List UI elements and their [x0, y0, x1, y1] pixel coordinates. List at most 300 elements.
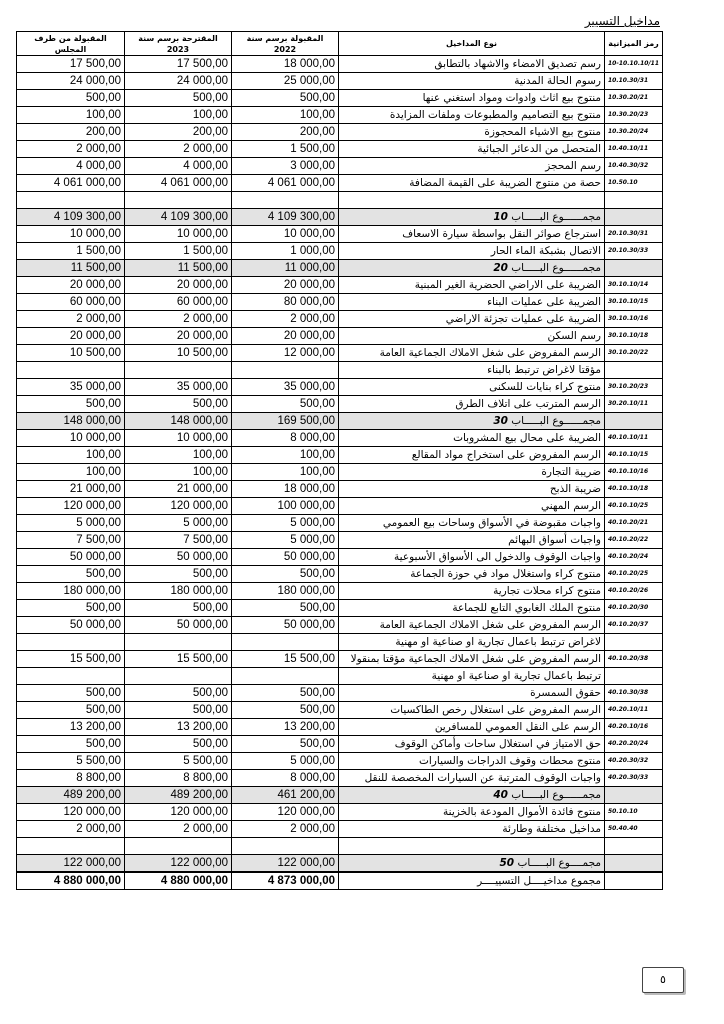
chapter-number: 10 — [493, 211, 508, 223]
budget-code: 50.40.40 — [605, 821, 663, 838]
revenue-table — [16, 31, 663, 890]
value-council: 5 500,00 — [17, 753, 125, 770]
table-row — [17, 141, 663, 158]
table-row-continuation — [17, 362, 663, 379]
value-2022: 18 000,00 — [232, 56, 339, 73]
value-2023-empty — [125, 362, 232, 379]
revenue-type: واجبات أسواق البهائم — [339, 532, 605, 549]
value-2023: 120 000,00 — [125, 804, 232, 821]
table-row — [17, 124, 663, 141]
table-row — [17, 719, 663, 736]
value-2023: 50 000,00 — [125, 617, 232, 634]
table-row — [17, 583, 663, 600]
subtotal-2022: 4 109 300,00 — [232, 209, 339, 226]
header-label: نوع المداخيل — [339, 32, 605, 56]
table-row — [17, 481, 663, 498]
revenue-type: الرسم المفروض على شغل الاملاك الجماعية العامة — [339, 345, 605, 362]
value-2023: 120 000,00 — [125, 498, 232, 515]
value-2023: 100,00 — [125, 464, 232, 481]
budget-code: 10-10.10.10/11 — [605, 56, 663, 73]
table-row — [17, 175, 663, 192]
grand-total-2023: 4 880 000,00 — [125, 872, 232, 890]
value-2023: 17 500,00 — [125, 56, 232, 73]
value-2022: 20 000,00 — [232, 277, 339, 294]
chapter-number: 20 — [493, 262, 508, 274]
table-row — [17, 532, 663, 549]
value-council: 10 000,00 — [17, 226, 125, 243]
value-2023: 60 000,00 — [125, 294, 232, 311]
value-2023: 24 000,00 — [125, 73, 232, 90]
chapter-subtotal-prefix: مجمــــوع البـــــاب — [517, 857, 601, 869]
value-2022: 5 000,00 — [232, 532, 339, 549]
chapter-subtotal-label — [339, 209, 605, 226]
revenue-type-continued: ترتبط باعمال تجارية او صناعية او مهنية — [339, 668, 605, 685]
value-council: 2 000,00 — [17, 821, 125, 838]
chapter-subtotal-prefix: مجمــــــوع البـــــاب — [511, 789, 601, 801]
revenue-type: الرسم المفروض على استغلال رخص الطاكسيات — [339, 702, 605, 719]
revenue-type: الرسم المفروض على شغل الاملاك الجماعية العامة — [339, 617, 605, 634]
value-2022: 500,00 — [232, 685, 339, 702]
subtotal-2023: 122 000,00 — [125, 855, 232, 873]
revenue-type: منتوج كراء واستغلال مواد في حوزة الجماعة — [339, 566, 605, 583]
revenue-type: الضريبة على عمليات تجزئة الاراضي — [339, 311, 605, 328]
header-code: رمز الميزانية — [605, 32, 663, 56]
budget-code: 40.10.10/25 — [605, 498, 663, 515]
revenue-type-continued: مؤقتا لاغراض ترتبط بالبناء — [339, 362, 605, 379]
budget-code: 40.20.10/16 — [605, 719, 663, 736]
value-2023: 4 000,00 — [125, 158, 232, 175]
value-2022: 1 000,00 — [232, 243, 339, 260]
value-2023: 21 000,00 — [125, 481, 232, 498]
budget-code: 10.30.20/24 — [605, 124, 663, 141]
value-2022: 200,00 — [232, 124, 339, 141]
table-row — [17, 379, 663, 396]
revenue-type: ضريبة الذبح — [339, 481, 605, 498]
table-row — [17, 294, 663, 311]
table-row — [17, 685, 663, 702]
value-2023: 2 000,00 — [125, 311, 232, 328]
revenue-type: الاتصال بشبكة الماء الحار — [339, 243, 605, 260]
value-council: 5 000,00 — [17, 515, 125, 532]
revenue-type: رسم السكن — [339, 328, 605, 345]
value-2022: 35 000,00 — [232, 379, 339, 396]
value-council: 4 000,00 — [17, 158, 125, 175]
table-row — [17, 651, 663, 668]
budget-code-empty — [605, 260, 663, 277]
value-2022: 5 000,00 — [232, 753, 339, 770]
table-row — [17, 56, 663, 73]
revenue-type: الرسم المفروض على شغل الاملاك الجماعية مؤقتا بمنقولا — [339, 651, 605, 668]
revenue-type: استرجاع صوائر النقل بواسطة سيارة الاسعاف — [339, 226, 605, 243]
revenue-type: رسوم الحالة المدنية — [339, 73, 605, 90]
table-row — [17, 549, 663, 566]
budget-code: 20.10.30/33 — [605, 243, 663, 260]
value-2023: 500,00 — [125, 600, 232, 617]
value-council: 500,00 — [17, 600, 125, 617]
subtotal-2023: 148 000,00 — [125, 413, 232, 430]
chapter-number: 50 — [499, 857, 515, 869]
value-2022: 10 000,00 — [232, 226, 339, 243]
subtotal-2022: 11 000,00 — [232, 260, 339, 277]
value-2023: 10 000,00 — [125, 226, 232, 243]
budget-code-empty — [605, 787, 663, 804]
budget-code: 40.10.20/30 — [605, 600, 663, 617]
value-2023: 10 000,00 — [125, 430, 232, 447]
budget-code: 10.40.10/11 — [605, 141, 663, 158]
revenue-type: منتوج بيع التصاميم والمطبوعات وملفات المزايدة — [339, 107, 605, 124]
value-2022: 500,00 — [232, 90, 339, 107]
header-approved-2022: المقبولة برسم سنة 2022 — [232, 32, 339, 56]
budget-code-empty — [605, 209, 663, 226]
value-2023: 2 000,00 — [125, 821, 232, 838]
table-row-blank — [17, 838, 663, 855]
budget-code: 30.10.10/15 — [605, 294, 663, 311]
subtotal-council: 11 500,00 — [17, 260, 125, 277]
revenue-type: رسم تصديق الامضاء والاشهاد بالتطابق — [339, 56, 605, 73]
value-council: 35 000,00 — [17, 379, 125, 396]
value-council: 120 000,00 — [17, 498, 125, 515]
value-council: 50 000,00 — [17, 617, 125, 634]
value-2023: 100,00 — [125, 447, 232, 464]
header-proposed-2023: المقترحة برسم سنة 2023 — [125, 32, 232, 56]
value-2022: 12 000,00 — [232, 345, 339, 362]
chapter-subtotal-prefix: مجمــــــوع البـــــاب — [511, 211, 601, 223]
value-2023: 7 500,00 — [125, 532, 232, 549]
value-council-empty — [17, 362, 125, 379]
empty-cell — [605, 192, 663, 209]
value-council: 13 200,00 — [17, 719, 125, 736]
table-row — [17, 345, 663, 362]
table-row — [17, 396, 663, 413]
value-2023: 500,00 — [125, 736, 232, 753]
value-2023: 100,00 — [125, 107, 232, 124]
value-council: 180 000,00 — [17, 583, 125, 600]
budget-code: 40.10.10/15 — [605, 447, 663, 464]
value-council: 100,00 — [17, 464, 125, 481]
value-council: 500,00 — [17, 566, 125, 583]
budget-code-empty — [605, 855, 663, 873]
budget-code: 30.10.10/18 — [605, 328, 663, 345]
table-row — [17, 277, 663, 294]
budget-code: 10.10.30/31 — [605, 73, 663, 90]
value-2022: 100,00 — [232, 107, 339, 124]
value-2022: 100,00 — [232, 464, 339, 481]
revenue-type: الضريبة على عمليات البناء — [339, 294, 605, 311]
empty-cell — [605, 838, 663, 855]
value-2023: 500,00 — [125, 396, 232, 413]
value-council: 2 000,00 — [17, 311, 125, 328]
table-row — [17, 464, 663, 481]
value-2022: 15 500,00 — [232, 651, 339, 668]
value-2023: 500,00 — [125, 685, 232, 702]
value-council: 8 800,00 — [17, 770, 125, 787]
page-number: ٥ — [642, 967, 684, 993]
chapter-subtotal-row — [17, 413, 663, 430]
subtotal-2023: 11 500,00 — [125, 260, 232, 277]
value-2022-empty — [232, 634, 339, 651]
budget-code: 20.10.30/31 — [605, 226, 663, 243]
revenue-type: ضريبة التجارة — [339, 464, 605, 481]
value-2022-empty — [232, 668, 339, 685]
value-council: 20 000,00 — [17, 277, 125, 294]
budget-code: 40.10.20/22 — [605, 532, 663, 549]
value-council: 500,00 — [17, 736, 125, 753]
table-row — [17, 447, 663, 464]
empty-cell — [339, 838, 605, 855]
value-council: 500,00 — [17, 90, 125, 107]
table-row — [17, 158, 663, 175]
grand-total-row — [17, 872, 663, 890]
budget-code-empty — [605, 362, 663, 379]
table-row-blank — [17, 192, 663, 209]
value-council: 100,00 — [17, 447, 125, 464]
budget-code: 40.20.30/33 — [605, 770, 663, 787]
table-row — [17, 770, 663, 787]
value-council: 10 000,00 — [17, 430, 125, 447]
value-2022: 2 000,00 — [232, 821, 339, 838]
value-2022: 8 000,00 — [232, 430, 339, 447]
table-row — [17, 107, 663, 124]
value-council: 1 500,00 — [17, 243, 125, 260]
budget-code: 10.30.20/21 — [605, 90, 663, 107]
value-2022: 25 000,00 — [232, 73, 339, 90]
value-2022: 4 061 000,00 — [232, 175, 339, 192]
budget-code: 30.10.10/14 — [605, 277, 663, 294]
value-2022: 80 000,00 — [232, 294, 339, 311]
budget-code: 40.20.20/24 — [605, 736, 663, 753]
table-row — [17, 566, 663, 583]
empty-cell — [232, 192, 339, 209]
value-2023: 180 000,00 — [125, 583, 232, 600]
value-2023: 500,00 — [125, 90, 232, 107]
budget-code: 10.50.10 — [605, 175, 663, 192]
budget-code: 40.10.20/24 — [605, 549, 663, 566]
empty-cell — [17, 192, 125, 209]
revenue-type: الرسم على النقل العمومي للمسافرين — [339, 719, 605, 736]
budget-code: 40.10.20/21 — [605, 515, 663, 532]
value-council: 60 000,00 — [17, 294, 125, 311]
header-approved-council: المقبولة من طرف المجلس — [17, 32, 125, 56]
table-row — [17, 226, 663, 243]
value-2022: 20 000,00 — [232, 328, 339, 345]
empty-cell — [17, 838, 125, 855]
value-2023: 5 500,00 — [125, 753, 232, 770]
budget-code: 40.10.10/18 — [605, 481, 663, 498]
value-council: 200,00 — [17, 124, 125, 141]
value-2022-empty — [232, 362, 339, 379]
revenue-type: المتحصل من الدعائر الجبائية — [339, 141, 605, 158]
value-council: 4 061 000,00 — [17, 175, 125, 192]
budget-code: 10.40.30/32 — [605, 158, 663, 175]
budget-code: 40.10.30/38 — [605, 685, 663, 702]
budget-code: 30.10.10/16 — [605, 311, 663, 328]
value-2023: 50 000,00 — [125, 549, 232, 566]
budget-code: 40.10.10/16 — [605, 464, 663, 481]
chapter-subtotal-row — [17, 787, 663, 804]
value-council: 20 000,00 — [17, 328, 125, 345]
value-2022: 1 500,00 — [232, 141, 339, 158]
value-council: 500,00 — [17, 685, 125, 702]
budget-code: 40.10.20/37 — [605, 617, 663, 634]
value-2023: 2 000,00 — [125, 141, 232, 158]
revenue-type: واجبات الوقوف والدخول الى الأسواق الأسبوعية — [339, 549, 605, 566]
budget-code: 40.10.20/38 — [605, 651, 663, 668]
empty-cell — [232, 838, 339, 855]
value-2022: 5 000,00 — [232, 515, 339, 532]
budget-code: 40.10.20/26 — [605, 583, 663, 600]
value-2022: 500,00 — [232, 396, 339, 413]
revenue-type: الضريبة على الاراضي الحضرية الغير المبنية — [339, 277, 605, 294]
budget-code: 40.10.20/25 — [605, 566, 663, 583]
table-row — [17, 243, 663, 260]
revenue-type: الرسم المترتب على اتلاف الطرق — [339, 396, 605, 413]
budget-code: 40.20.30/32 — [605, 753, 663, 770]
value-council: 15 500,00 — [17, 651, 125, 668]
budget-code-empty — [605, 872, 663, 890]
value-2023: 20 000,00 — [125, 328, 232, 345]
value-2023: 500,00 — [125, 702, 232, 719]
revenue-type: حق الامتياز في استغلال ساحات وأماكن الوقوف — [339, 736, 605, 753]
value-council: 24 000,00 — [17, 73, 125, 90]
revenue-type: مداخيل مختلفة وطارئة — [339, 821, 605, 838]
chapter-number: 40 — [493, 789, 508, 801]
budget-code-empty — [605, 634, 663, 651]
value-council: 500,00 — [17, 702, 125, 719]
chapter-subtotal-label — [339, 260, 605, 277]
table-row — [17, 736, 663, 753]
subtotal-council: 148 000,00 — [17, 413, 125, 430]
subtotal-council: 4 109 300,00 — [17, 209, 125, 226]
revenue-type: الضريبة على محال بيع المشروبات — [339, 430, 605, 447]
chapter-number: 30 — [493, 415, 508, 427]
budget-code: 40.10.10/11 — [605, 430, 663, 447]
table-row-continuation — [17, 668, 663, 685]
chapter-subtotal-row — [17, 260, 663, 277]
value-council: 10 500,00 — [17, 345, 125, 362]
budget-code-empty — [605, 668, 663, 685]
value-2023: 1 500,00 — [125, 243, 232, 260]
grand-total-label: مجموع مداخيــــل التسييــــر — [339, 872, 605, 890]
budget-code: 50.10.10 — [605, 804, 663, 821]
budget-code: 30.10.20/22 — [605, 345, 663, 362]
value-2023: 8 800,00 — [125, 770, 232, 787]
chapter-subtotal-label — [339, 413, 605, 430]
value-2022: 3 000,00 — [232, 158, 339, 175]
revenue-type: الرسم المهني — [339, 498, 605, 515]
value-2022: 13 200,00 — [232, 719, 339, 736]
value-2023-empty — [125, 634, 232, 651]
value-2023: 4 061 000,00 — [125, 175, 232, 192]
value-2022: 100 000,00 — [232, 498, 339, 515]
revenue-type: حصة من منتوج الضريبة على القيمة المضافة — [339, 175, 605, 192]
value-2022: 500,00 — [232, 736, 339, 753]
value-council: 2 000,00 — [17, 141, 125, 158]
value-2022: 50 000,00 — [232, 617, 339, 634]
table-row — [17, 73, 663, 90]
value-council-empty — [17, 634, 125, 651]
budget-code: 30.10.20/23 — [605, 379, 663, 396]
table-row — [17, 821, 663, 838]
value-council: 17 500,00 — [17, 56, 125, 73]
budget-code: 30.20.10/11 — [605, 396, 663, 413]
value-council: 500,00 — [17, 396, 125, 413]
value-2023: 5 000,00 — [125, 515, 232, 532]
value-2023: 20 000,00 — [125, 277, 232, 294]
value-2023: 13 200,00 — [125, 719, 232, 736]
value-council: 7 500,00 — [17, 532, 125, 549]
chapter-subtotal-label — [339, 787, 605, 804]
subtotal-council: 489 200,00 — [17, 787, 125, 804]
table-row — [17, 90, 663, 107]
value-2022: 180 000,00 — [232, 583, 339, 600]
value-2023: 10 500,00 — [125, 345, 232, 362]
revenue-type: الرسم المفروض على استخراج مواد المقالع — [339, 447, 605, 464]
empty-cell — [125, 192, 232, 209]
value-2023: 15 500,00 — [125, 651, 232, 668]
chapter-subtotal-label — [339, 855, 605, 873]
table-row — [17, 617, 663, 634]
value-2022: 500,00 — [232, 702, 339, 719]
revenue-type: منتوج بيع الاشياء المحجوزة — [339, 124, 605, 141]
table-row — [17, 702, 663, 719]
table-row — [17, 804, 663, 821]
revenue-type: رسم المحجز — [339, 158, 605, 175]
subtotal-council: 122 000,00 — [17, 855, 125, 873]
subtotal-2023: 4 109 300,00 — [125, 209, 232, 226]
value-2023: 500,00 — [125, 566, 232, 583]
chapter-subtotal-row — [17, 209, 663, 226]
value-2022: 100,00 — [232, 447, 339, 464]
value-council: 100,00 — [17, 107, 125, 124]
revenue-type: واجبات الوقوف المترتبة عن السيارات المخصصة للنقل — [339, 770, 605, 787]
value-2023: 200,00 — [125, 124, 232, 141]
table-row — [17, 311, 663, 328]
subtotal-2022: 461 200,00 — [232, 787, 339, 804]
value-2022: 2 000,00 — [232, 311, 339, 328]
value-council: 21 000,00 — [17, 481, 125, 498]
revenue-type: منتوج بيع اثاث وادوات ومواد استغني عنها — [339, 90, 605, 107]
value-council-empty — [17, 668, 125, 685]
value-2023: 35 000,00 — [125, 379, 232, 396]
chapter-subtotal-prefix: مجمــــــوع البـــــاب — [511, 262, 601, 274]
table-row — [17, 498, 663, 515]
subtotal-2023: 489 200,00 — [125, 787, 232, 804]
value-2022: 8 000,00 — [232, 770, 339, 787]
value-2022: 500,00 — [232, 600, 339, 617]
grand-total-2022: 4 873 000,00 — [232, 872, 339, 890]
revenue-type: منتوج كراء محلات تجارية — [339, 583, 605, 600]
revenue-type: منتوج كراء بنايات للسكنى — [339, 379, 605, 396]
revenue-type: منتوج محطات وقوف الدراجات والسيارات — [339, 753, 605, 770]
budget-code: 10.30.20/23 — [605, 107, 663, 124]
table-body — [17, 56, 663, 890]
budget-code: 40.20.10/11 — [605, 702, 663, 719]
value-2022: 18 000,00 — [232, 481, 339, 498]
revenue-type: واجبات مقبوضة في الأسواق وساحات بيع العمومي — [339, 515, 605, 532]
value-2022: 50 000,00 — [232, 549, 339, 566]
subtotal-2022: 169 500,00 — [232, 413, 339, 430]
value-2022: 120 000,00 — [232, 804, 339, 821]
chapter-subtotal-row — [17, 855, 663, 873]
revenue-type: منتوج فائدة الأموال المودعة بالخزينة — [339, 804, 605, 821]
empty-cell — [339, 192, 605, 209]
grand-total-council: 4 880 000,00 — [17, 872, 125, 890]
budget-code-empty — [605, 413, 663, 430]
chapter-subtotal-prefix: مجمــــــوع البـــــاب — [511, 415, 601, 427]
table-header-row — [17, 32, 663, 56]
table-row — [17, 328, 663, 345]
revenue-type: منتوج الملك الغابوي التابع للجماعة — [339, 600, 605, 617]
